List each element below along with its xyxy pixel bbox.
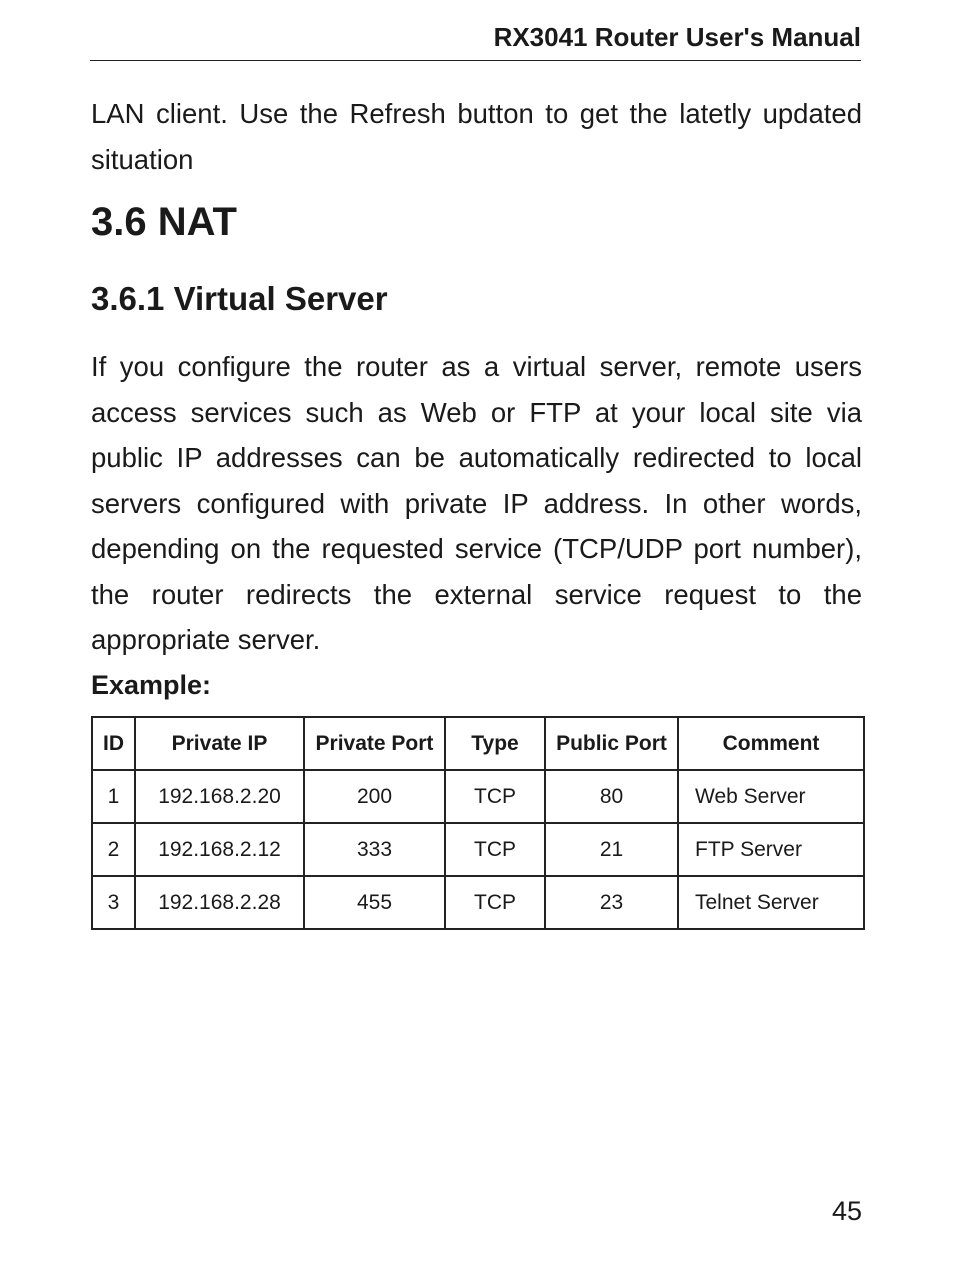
header-divider — [90, 60, 861, 61]
column-header-private-port: Private Port — [304, 717, 445, 770]
body-paragraph: If you configure the router as a virtual server, remote users access services such as Web or FTP at your local site via public IP addresses can be automatically redirected to local servers configured with private IP address. In other words, depending on the requested service (TCP/UDP port number), the router redirects the external service request to the appropriate server. — [91, 351, 862, 655]
intro-paragraph: LAN client. Use the Refresh button to get the latetly updated situation — [91, 98, 862, 175]
cell-public-port: 23 — [545, 876, 678, 929]
table-row — [92, 770, 864, 823]
section-heading: 3.6 NAT — [91, 200, 237, 244]
cell-public-port: 21 — [545, 823, 678, 876]
cell-id: 3 — [92, 876, 135, 929]
subsection-heading: 3.6.1 Virtual Server — [91, 280, 388, 317]
cell-comment: FTP Server — [678, 823, 864, 876]
cell-comment: Telnet Server — [678, 876, 864, 929]
cell-private-port: 333 — [304, 823, 445, 876]
page-number: 45 — [831, 1196, 862, 1226]
table-row — [92, 876, 864, 929]
cell-private-port: 200 — [304, 770, 445, 823]
cell-private-ip: 192.168.2.28 — [135, 876, 304, 929]
cell-type: TCP — [445, 823, 545, 876]
cell-type: TCP — [445, 770, 545, 823]
cell-id: 2 — [92, 823, 135, 876]
cell-private-port: 455 — [304, 876, 445, 929]
cell-private-ip: 192.168.2.20 — [135, 770, 304, 823]
column-header-private-ip: Private IP — [135, 717, 304, 770]
cell-comment: Web Server — [678, 770, 864, 823]
cell-private-ip: 192.168.2.12 — [135, 823, 304, 876]
cell-id: 1 — [92, 770, 135, 823]
example-label: Example: — [91, 670, 212, 700]
column-header-type: Type — [445, 717, 545, 770]
cell-public-port: 80 — [545, 770, 678, 823]
column-header-comment: Comment — [678, 717, 864, 770]
column-header-public-port: Public Port — [545, 717, 678, 770]
table-row — [92, 823, 864, 876]
column-header-id: ID — [92, 717, 135, 770]
running-header: RX3041 Router User's Manual — [493, 22, 861, 52]
virtual-server-table — [91, 716, 865, 930]
cell-type: TCP — [445, 876, 545, 929]
table-header-row — [92, 717, 864, 770]
